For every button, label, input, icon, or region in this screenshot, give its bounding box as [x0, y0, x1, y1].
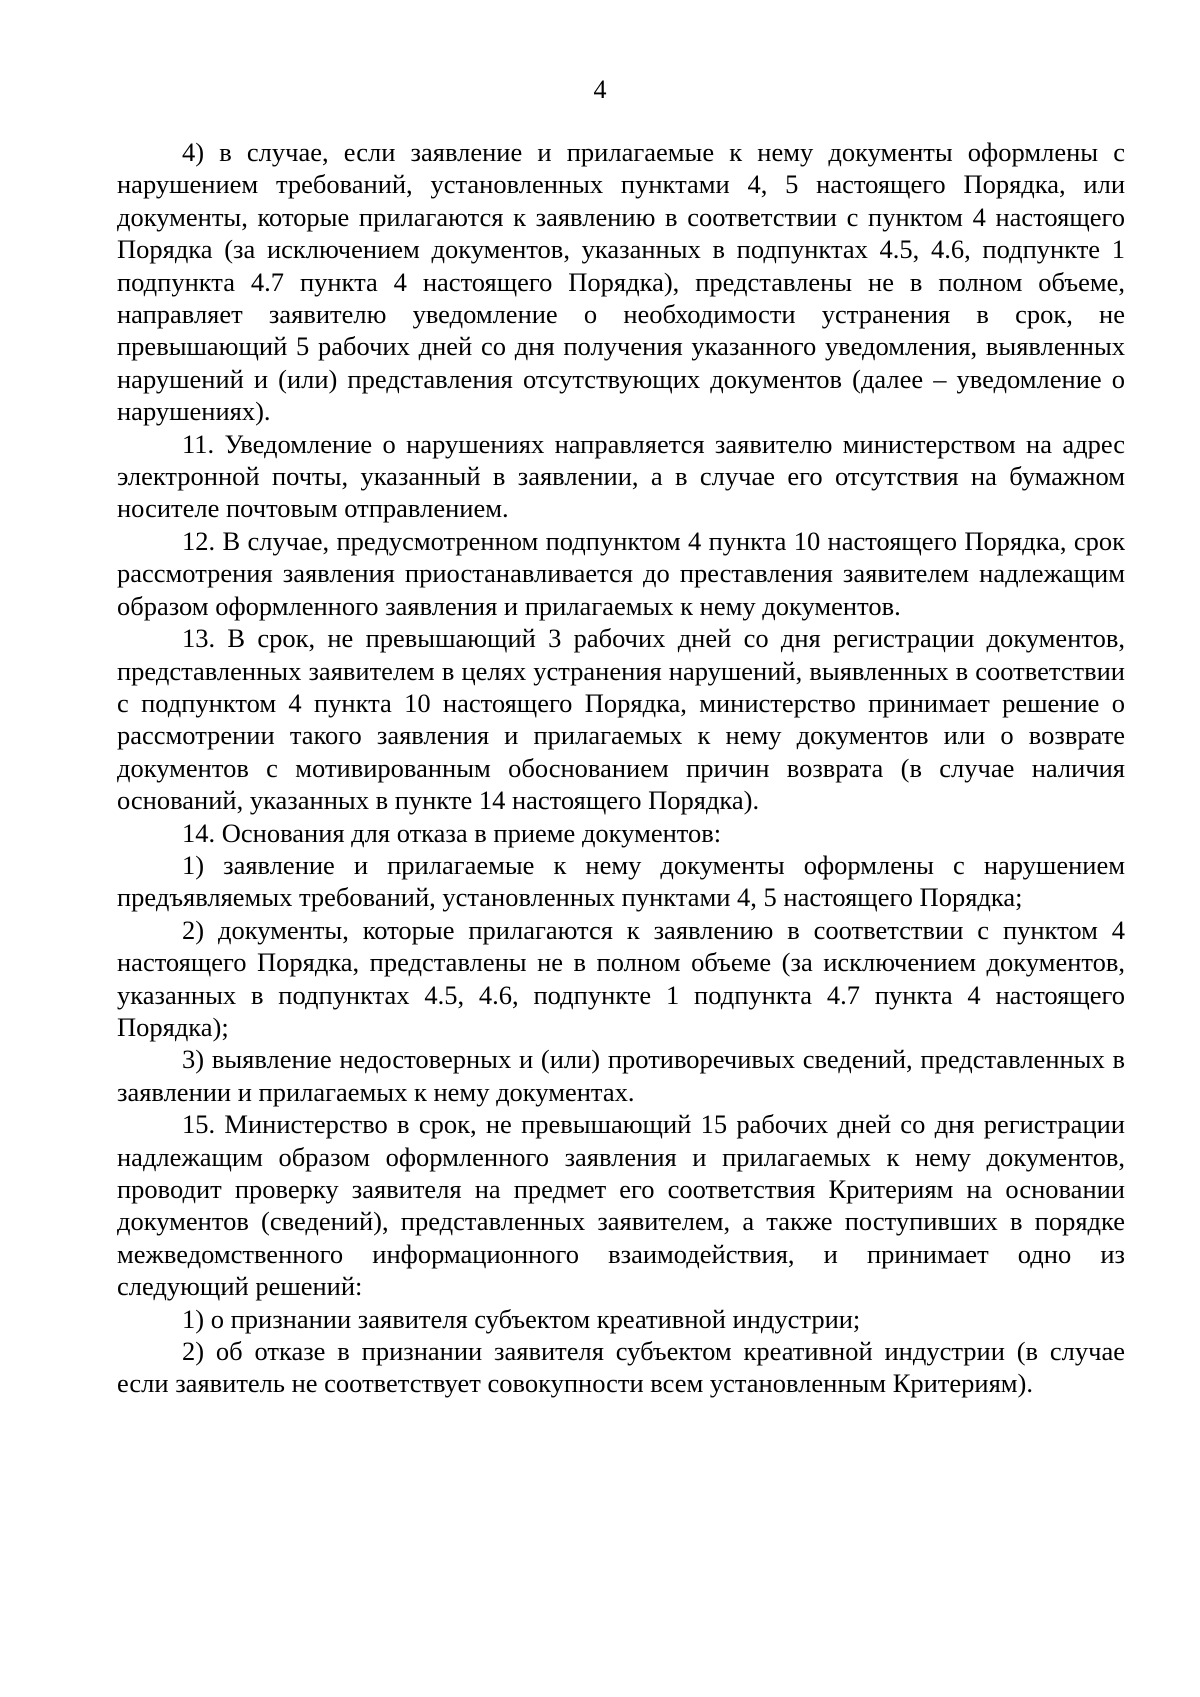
paragraph-item-14-2: 2) документы, которые прилагаются к заявлению в соответствии с пунктом 4 настоящего Порядка, представлены не в полном объеме (за исключением документов, указанных в подпунктах 4.5, 4.6, подпункте 1 подпункта 4.7 пункта 4 настоящего Порядка);	[117, 914, 1125, 1042]
paragraph-item-10-4: 4) в случае, если заявление и прилагаемые к нему документы оформлены с нарушением требований, установленных пунктами 4, 5 настоящего Порядка, или документы, которые прилагаются к заявлению в соответствии с пунктом 4 настоящего Порядка (за исключением документов, указанных в подпунктах 4.5, 4.6, подпункте 1 подпункта 4.7 пункта 4 настоящего Порядка), представлены не в полном объеме, направляет заявителю уведомление о необходимости устранения в срок, не превышающий 5 рабочих дней со дня получения указанного уведомления, выявленных нарушений и (или) представления отсутствующих документов (далее – уведомление о нарушениях).	[117, 137, 1125, 427]
paragraph-item-14: 14. Основания для отказа в приеме документов:	[182, 817, 722, 848]
paragraph-item-15: 15. Министерство в срок, не превышающий 15 рабочих дней со дня регистрации надлежащим образом оформленного заявления и прилагаемых к нему документов, проводит проверку заявителя на предмет его соответствия Критериям на основании документов (сведений), представленных заявителем, а также поступивших в порядке межведомственного информационного взаимодействия, и принимает одно из следующий решений:	[117, 1109, 1125, 1302]
paragraph-item-13: 13. В срок, не превышающий 3 рабочих дней со дня регистрации документов, представленных заявителем в целях устранения нарушений, выявленных в соответствии с подпунктом 4 пункта 10 настоящего Порядка, министерство принимает решение о рассмотрении такого заявления и прилагаемых к нему документов или о возврате документов с мотивированным обоснованием причин возврата (в случае наличия оснований, указанных в пункте 14 настоящего Порядка).	[117, 623, 1125, 816]
paragraph-item-11: 11. Уведомление о нарушениях направляется заявителю министерством на адрес электронной почты, указанный в заявлении, а в случае его отсутствия на бумажном носителе почтовым отправлением.	[117, 428, 1125, 524]
paragraph-item-14-3: 3) выявление недостоверных и (или) противоречивых сведений, представленных в заявлении и прилагаемых к нему документах.	[117, 1044, 1125, 1107]
paragraph-item-14-1: 1) заявление и прилагаемые к нему документы оформлены с нарушением предъявляемых требований, установленных пунктами 4, 5 настоящего Порядка;	[117, 849, 1125, 913]
paragraph-item-12: 12. В случае, предусмотренном подпунктом 4 пункта 10 настоящего Порядка, срок рассмотрения заявления приостанавливается до преставления заявителем надлежащим образом оформленного заявления и прилагаемых к нему документов.	[117, 525, 1125, 621]
page-number: 4	[593, 75, 607, 104]
paragraph-item-15-1: 1) о признании заявителя субъектом креативной индустрии;	[182, 1303, 861, 1334]
paragraph-item-15-2: 2) об отказе в признании заявителя субъектом креативной индустрии (в случае если заявитель не соответствует совокупности всем установленным Критериям).	[117, 1336, 1125, 1399]
document-body	[117, 136, 1125, 1400]
